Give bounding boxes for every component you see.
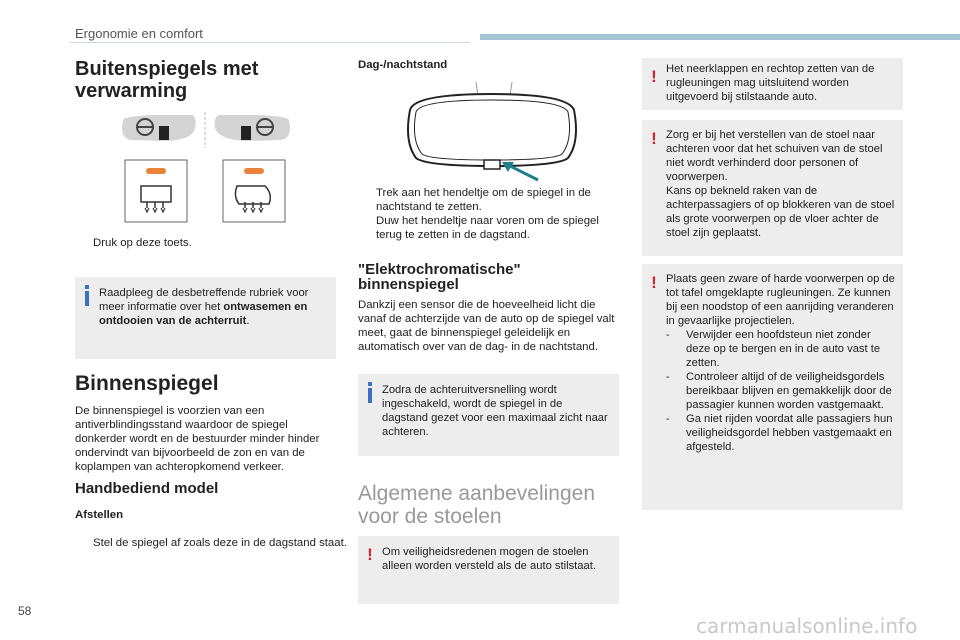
right-wing-mirror-icon <box>215 115 291 141</box>
warning-list-item: - Ga niet rijden voordat alle passagiers hun veiligheidsgordel hebben vastgemaakt en afgesteld. <box>666 413 893 453</box>
info-box-reverse <box>358 374 619 456</box>
warning-box-text: Om veiligheidsredenen mogen de stoelen alleen worden versteld als de auto stilstaat. <box>382 546 596 572</box>
info-icon <box>85 291 89 306</box>
day-night-steps <box>358 186 620 242</box>
warning-box-text: Zorg er bij het verstellen van de stoel naar achteren voor dat het schuiven van de stoel niet wordt verhinderd door personen of voorwerpen. Kans op bekneld raken van de achterpassagiers of op blokkeren van de stoel als grote voorwerpen op de vloer achter de stoel zijn geplaatst. <box>666 129 895 239</box>
warning-icon: ! <box>651 273 657 292</box>
warning-list-item: - Controleer altijd of de veiligheidsgordels bereikbaar blijven en gemakkelijk door de passagier kunnen worden vastgemaakt. <box>666 371 892 411</box>
heated-mirror-illustration <box>115 110 295 225</box>
step-adjust: Stel de spiegel af zoals deze in de dagstand staat. <box>93 537 347 549</box>
day-night-label: Dag-/nachtstand <box>358 59 448 71</box>
list-dash: - <box>666 329 670 341</box>
subsection-electrochromatic: "Elektrochromatische" binnenspiegel <box>358 261 521 293</box>
info-box-text: Raadpleeg de desbetreffende rubriek voor meer informatie over het ontwasemen en ontdooien van de achterruit. <box>99 287 309 327</box>
step-press-button: Druk op deze toets. <box>93 237 192 249</box>
running-head: Ergonomie en comfort <box>75 26 203 41</box>
section-title-interior-mirror: Binnenspiegel <box>75 372 219 395</box>
warning-icon: ! <box>367 545 373 564</box>
warning-box-heavy-objects <box>642 264 903 510</box>
warning-box-backrests <box>642 58 903 110</box>
left-wing-mirror-icon <box>122 115 196 141</box>
list-dash: - <box>666 371 670 383</box>
interior-mirror-illustration <box>398 80 584 184</box>
rear-defrost-button-icon <box>125 160 187 222</box>
warning-list-item: - Verwijder een hoofdsteun niet zonder deze op te bergen en in de auto vast te zetten. <box>666 329 881 369</box>
info-box-text: Zodra de achteruitversnelling wordt ingeschakeld, wordt de spiegel in de dagstand gezet voor een maximaal zicht naar achteren. <box>382 384 608 438</box>
warning-box-text: Plaats geen zware of harde voorwerpen op de tot tafel omgeklapte rugleuningen. Ze kunnen bij een noodstop of een aanrijding veranderen in gevaarlijke projectielen. - Verwijder een hoofdsteun niet zonder deze op te bergen en in de auto vast te zetten. - Controleer altijd of de veiligheidsgordels bereikbaar blijven en gemakkelijk door de passagier kunnen worden vastgemaakt. - Ga niet rijden voordat alle passagiers hun veiligheidsgordel hebben vastgemaakt en afgesteld. <box>666 272 898 454</box>
warning-box-stationary <box>358 536 619 604</box>
mirror-defrost-button-icon <box>223 160 285 222</box>
list-dash: - <box>666 413 670 425</box>
section-title-seats: Algemene aanbevelingen voor de stoelen <box>358 482 596 528</box>
electrochromatic-text: Dankzij een sensor die de hoeveelheid licht die vanaf de achterzijde van de auto op de spiegel valt meet, gaat de binnenspiegel geleidelijk en automatisch over van de dag- in de nachtstand. <box>358 299 615 353</box>
step-day: Duw het hendeltje naar voren om de spiegel terug te zetten in de dagstand. <box>376 215 599 241</box>
subsection-manual: Handbediend model <box>75 480 219 497</box>
header-bar <box>480 34 960 40</box>
section-title-heated-mirrors: Buitenspiegels met verwarming <box>75 58 259 102</box>
warning-box-seat-adjust <box>642 120 903 256</box>
info-icon <box>368 388 372 403</box>
warning-icon: ! <box>651 67 657 86</box>
warning-box-text: Het neerklappen en rechtop zetten van de rugleuningen mag uitsluitend worden uitgevoerd bij stilstaande auto. <box>666 63 875 103</box>
header-rule <box>70 42 470 43</box>
step-night: Trek aan het hendeltje om de spiegel in de nachtstand te zetten. <box>376 187 591 213</box>
watermark: carmanualsonline.info <box>696 614 918 638</box>
adjust-label: Afstellen <box>75 509 124 521</box>
info-box-defrost <box>75 277 336 359</box>
page-number: 58 <box>18 604 32 618</box>
warning-icon: ! <box>651 129 657 148</box>
interior-mirror-intro: De binnenspiegel is voorzien van een antiverblindingsstand waardoor de spiegel donkerder wordt en de bestuurder minder hinder ondervindt van bijvoorbeeld de zon en van de koplampen van achteropkomend verkeer. <box>75 405 320 473</box>
